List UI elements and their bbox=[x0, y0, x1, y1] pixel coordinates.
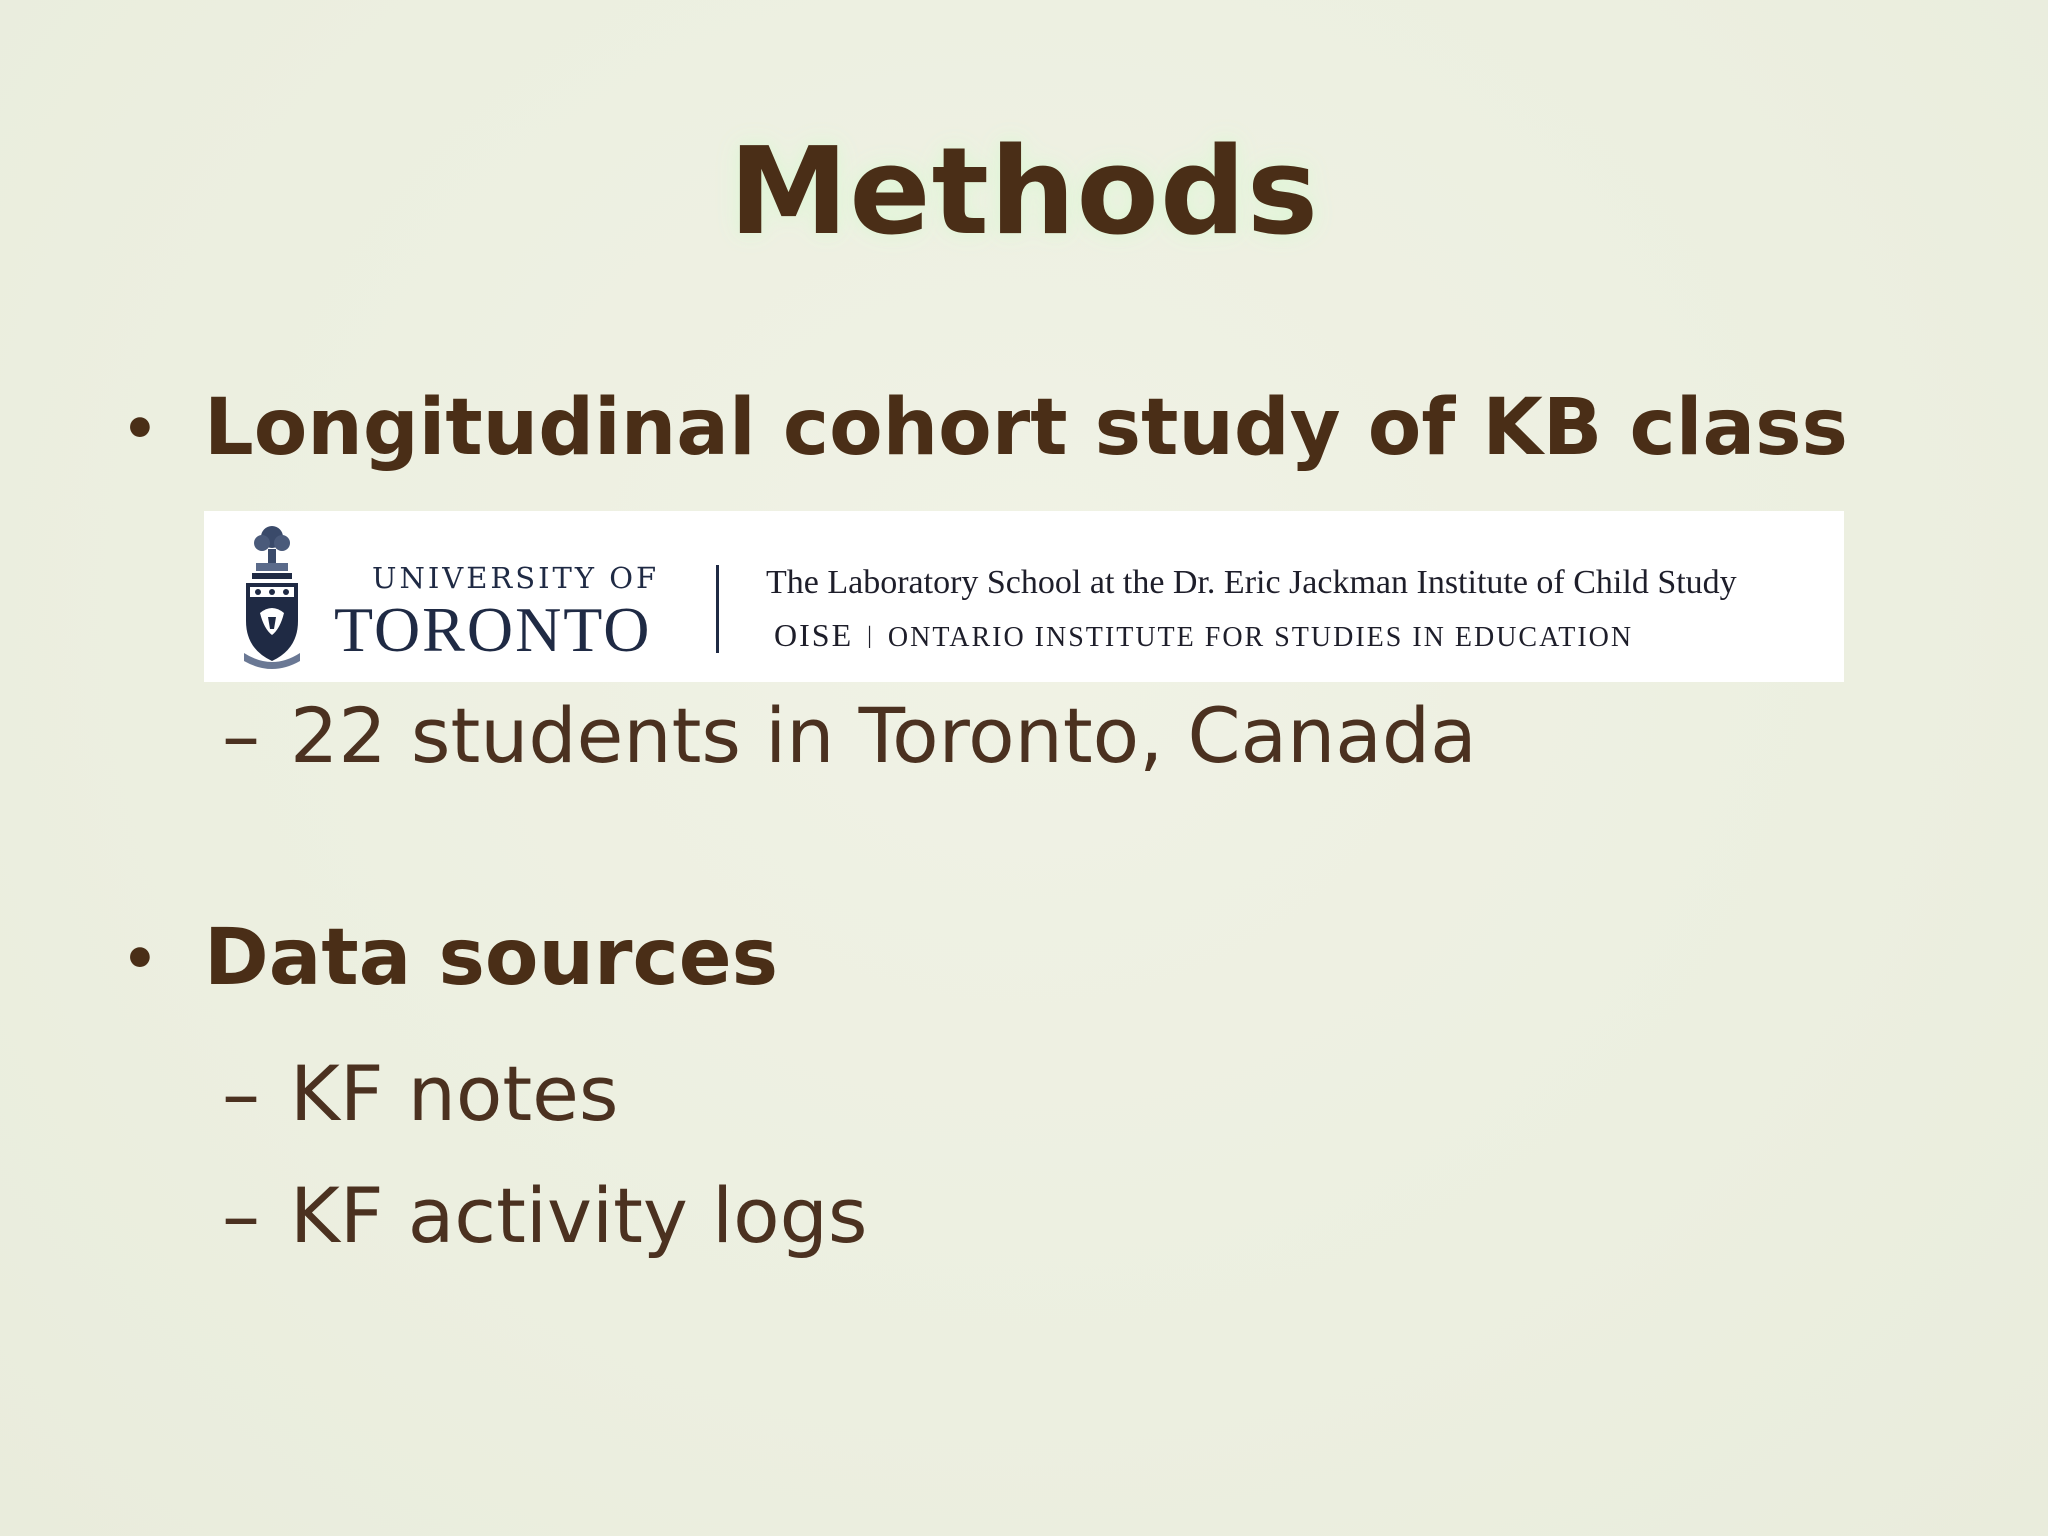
subitem-text: KF notes bbox=[290, 1049, 619, 1138]
uoft-crest-icon bbox=[240, 521, 304, 671]
subitem-text: 22 students in Toronto, Canada bbox=[290, 691, 1477, 780]
subitem-text: KF activity logs bbox=[290, 1171, 868, 1260]
oise-line bbox=[774, 615, 1633, 658]
oise-abbrev: OISE bbox=[774, 617, 854, 653]
subitem-kf-notes bbox=[222, 1044, 619, 1144]
subitem-students bbox=[222, 686, 1477, 786]
bullet-text: Longitudinal cohort study of KB class bbox=[204, 383, 1848, 473]
bullet-item-data-sources bbox=[122, 908, 778, 1010]
sub-dash: – bbox=[222, 691, 260, 780]
sub-dash: – bbox=[222, 1171, 260, 1260]
bullet-dot: • bbox=[122, 397, 158, 462]
bullet-dot: • bbox=[122, 927, 158, 992]
toronto-text: TORONTO bbox=[334, 594, 652, 665]
subitem-kf-activity-logs bbox=[222, 1166, 867, 1266]
bullet-item-study bbox=[122, 378, 1848, 480]
oise-full-name: ONTARIO INSTITUTE FOR STUDIES IN EDUCATION bbox=[887, 622, 1634, 653]
university-of-text: UNIVERSITY OF bbox=[372, 561, 660, 595]
sub-dash: – bbox=[222, 1049, 260, 1138]
oise-separator: | bbox=[867, 623, 874, 649]
institution-logo-banner bbox=[204, 511, 1844, 682]
logo-divider bbox=[716, 565, 719, 653]
lab-school-text: The Laboratory School at the Dr. Eric Jackman Institute of Child Study bbox=[766, 564, 1737, 601]
bullet-text: Data sources bbox=[204, 913, 779, 1003]
slide-title: Methods bbox=[728, 123, 1320, 262]
